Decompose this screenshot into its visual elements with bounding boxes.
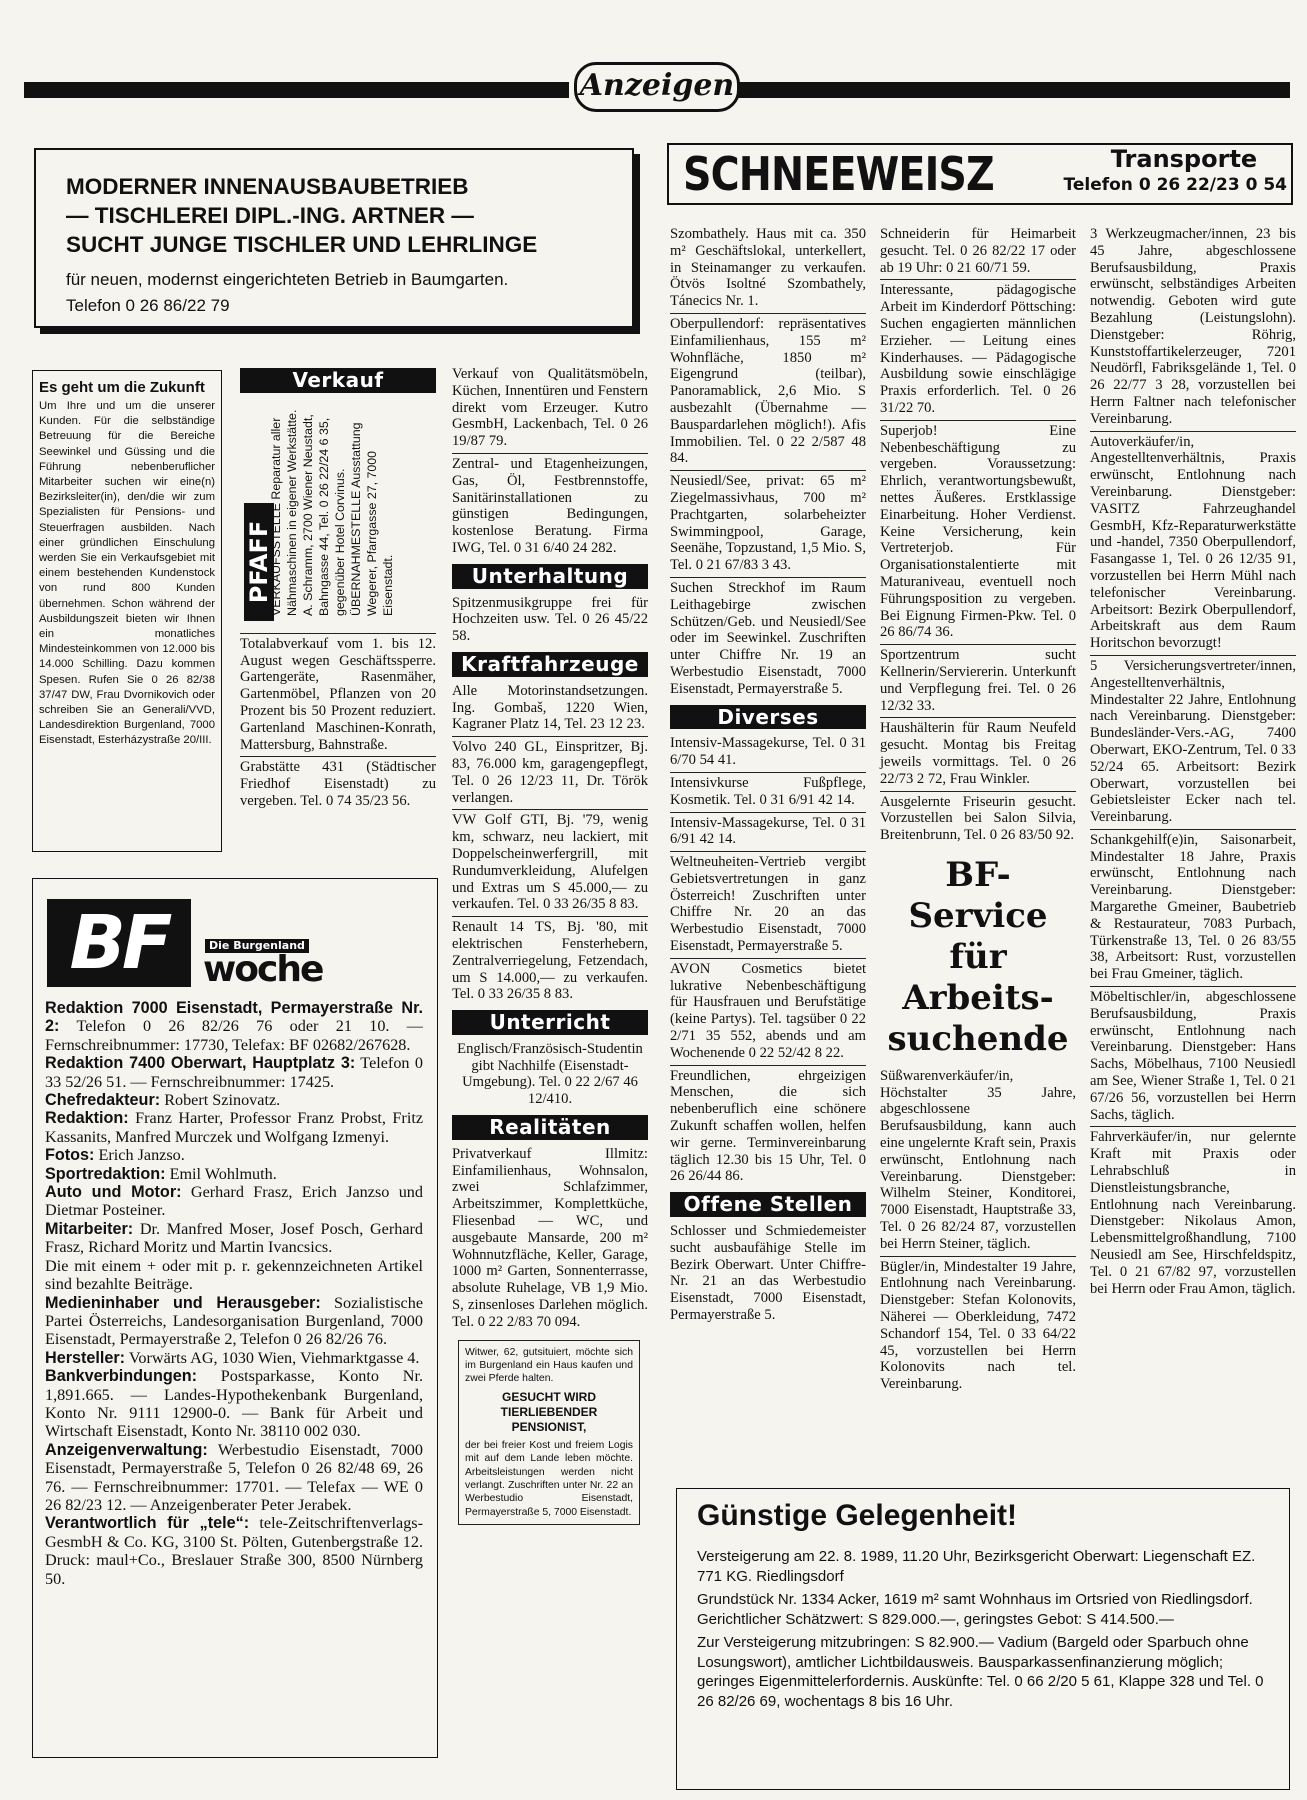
ad-weltneuheiten: Weltneuheiten-Vertrieb vergibt Gebietsvertretungen in ganz Österreich! Zuschriften unter Chiffre Nr. 20 an das Werbestudio Eisenstadt, 7000 Eisenstadt, Permayerstraße 5. (670, 852, 866, 959)
imprint-label: Verantwortlich für „tele“: (45, 1514, 250, 1533)
imprint-entry (45, 1109, 423, 1146)
column-4 (670, 224, 866, 1327)
ad-avon: AVON Cosmetics bietet lukrative Nebenbeschäftigung für Hausfrauen und Berufstätige (keine Partys). Tel. tagsüber 0 22 2/71 35 552, abends und am Wochenende 0 22 52/42 8 22. (670, 959, 866, 1066)
imprint-label: Hersteller: (45, 1348, 126, 1367)
ad-moebeltischler: Möbeltischler/in, abgeschlossene Berufsausbildung, Praxis erwünscht, Entlohnung nach Vereinbarung. Dienstgeber: Hans Sachs, Möbelhaus, 7100 Neusiedl am See, Wiener Straße 1, Tel. 0 21 67/26 56, vorzustellen bei Herrn Sachs, täglich. (1090, 987, 1296, 1127)
ad-golf: VW Golf GTI, Bj. '79, wenig km, schwarz, neu lackiert, mit Doppelscheinwerfergrill, mit Rundumverkleidung, Alufelgen und Extras um S 45.000,— zu verkaufen. Tel. 0 33 26/35 8 83. (452, 810, 648, 917)
header-title: Anzeigen (574, 62, 740, 112)
imprint-value: Emil Wohlmuth. (165, 1164, 277, 1183)
ad-massage-2: Intensiv-Massagekurse, Tel. 0 31 6/91 42 14. (670, 813, 866, 853)
zukunft-ad (32, 370, 222, 852)
gelegenheit-line-1: Versteigerung am 22. 8. 1989, 11.20 Uhr, Bezirksgericht Oberwart: Liegenschaft EZ. 771 KG. Riedlingsdorf (697, 1548, 1256, 1585)
schneeweisz-phone: Telefon 0 26 22/23 0 54 (1063, 175, 1287, 195)
gelegenheit-ad (676, 1488, 1290, 1790)
ad-autoverkaeufer: Autoverkäufer/in, Angestelltenverhältnis, Praxis erwünscht, Entlohnung nach Vereinbarung. Dienstgeber: VASITZ Fahrzeughandel GesmbH, Kfz-Reparaturwerkstätte und -handel, 7350 Oberpullendorf, Fasangasse 1, Tel. 0 26 12/35 91, vorzustellen bei Herrn Mühl nach telefonischer Vereinbarung. Arbeitsort: Bezirk Oberpullendorf, Arbeitskraft aus dem Raum Horitschon bevorzugt! (1090, 432, 1296, 656)
imprint-value: Postsparkasse, Konto Nr. 1,891.665. — Landes-Hypothekenbank Burgenland, Konto Nr. 9111 12900-0. — Bank für Arbeit und Wirtschaft Eisenstadt, Konto Nr. 38110 002 030. (45, 1367, 423, 1441)
section-kraftfahrzeuge: Kraftfahrzeuge (452, 652, 648, 677)
artner-phone: Telefon 0 26 86/22 79 (66, 296, 230, 315)
bf-service-line-4: suchende (887, 1018, 1069, 1059)
imprint-value: Die mit einem + oder mit p. r. gekennzeichneten Artikel sind bezahlte Beiträge. (45, 1256, 423, 1294)
ad-motor: Alle Motorinstandsetzungen. Ing. Gombaš, 1220 Wien, Kagraner Platz 14, Tel. 23 12 23. (452, 681, 648, 737)
ad-neusiedl: Neusiedl/See, privat: 65 m² Ziegelmassivhaus, 700 m² Prachtgarten, solarbeheizter Swimmingpool, Garage, Seenähe, Topzustand, 1,5 Mio. S, Tel. 0 21 67/83 3 43. (670, 471, 866, 578)
ad-freundlichen: Freundlichen, ehrgeizigen Menschen, die sich nebenberuflich eine schönere Zukunft schaffen wollen, helfen wir gerne. Terminvereinbarung täglich 12.30 bis 15 Uhr, Tel. 0 26 26/44 86. (670, 1067, 866, 1185)
imprint-entry (45, 1349, 423, 1367)
imprint-label: Sportredaktion: (45, 1164, 166, 1183)
ad-massage-1: Intensiv-Massagekurse, Tel. 0 31 6/70 54 41. (670, 733, 866, 773)
column-3 (452, 364, 648, 1525)
bf-service-line-3: Arbeits- (902, 977, 1054, 1018)
ad-verkauf-moebel: Verkauf von Qualitätsmöbeln, Küchen, Innentüren und Fenstern direkt vom Erzeuger. Kutro GesmbH, Lackenbach, Tel. 0 26 19/87 79. (452, 364, 648, 454)
section-unterhaltung: Unterhaltung (452, 564, 648, 589)
imprint-entry (45, 1294, 423, 1349)
imprint-value: Vorwärts AG, 1030 Wien, Viehmarktgasse 4. (125, 1348, 420, 1367)
imprint-value: Gerhard Frasz, Erich Janzso und Dietmar Posteiner. (45, 1183, 423, 1220)
section-realitaeten: Realitäten (452, 1115, 648, 1140)
imprint-label: Auto und Motor: (45, 1183, 182, 1202)
imprint-label: Bankverbindungen: (45, 1367, 197, 1386)
imprint-entry (45, 1220, 423, 1257)
column-5 (880, 224, 1076, 1396)
imprint-value: Werbestudio Eisenstadt, 7000 Eisenstadt, Permayerstraße 5, Telefon 0 26 82/48 69, 26 76. — Fernschreibnummer: 17701. — Telefax — WE 0 26 82/23 12. — Anzeigenberater Peter Jerabek. (45, 1440, 423, 1514)
imprint-value: Telefon 0 26 82/26 76 oder 21 10. — Fernschreibnummer: 17730, Telefax: BF 02682/267628. (45, 1017, 423, 1054)
imprint-entry (45, 999, 423, 1054)
bf-logo: BF (47, 899, 191, 987)
gelegenheit-line-3: Zur Versteigerung mitzubringen: S 82.900.— Vadium (Bargeld oder Sparbuch ohne Losungswort), amtlicher Lichtbildausweis. Bausparkassenfinanzierung möglich; geringes Eigenmittelerfordernis. Auskünfte: Tel. 0 66 2/20 5 61, Klappe 328 und Tel. 0 26 82/26 69, wochentags 8 bis 16 Uhr. (697, 1634, 1264, 1710)
imprint-label: Mitarbeiter: (45, 1219, 134, 1238)
bf-service-line-2: für (949, 936, 1007, 977)
ad-suchen: Suchen Streckhof im Raum Leithagebirge zwischen Schützen/Geb. und Neusiedl/See oder im Seewinkel. Zuschriften unter Chiffre Nr. 19 an Werbestudio Eisenstadt, 7000 Eisenstadt, Permayerstraße 5. (670, 579, 866, 697)
ad-oberpullendorf: Oberpullendorf: repräsentatives Einfamilienhaus, 155 m² Wohnfläche, 1850 m² Eigengrund (teilbar), Panoramablick, 2,6 Mio. S ausbezahlt (Übernahme — Bauspardarlehen möglich!). Afis Immobilien. Tel. 0 22 2/587 48 84. (670, 314, 866, 471)
ad-volvo: Volvo 240 GL, Einspritzer, Bj. 83, 76.000 km, garagengepflegt, Tel. 0 26 12/23 11, Dr. Török verlangen. (452, 737, 648, 810)
witwer-head: GESUCHT WIRD TIERLIEBENDER PENSIONIST, (500, 1389, 598, 1434)
imprint-entry (45, 1514, 423, 1588)
bf-imprint-text (45, 999, 423, 1588)
ad-kinderdorf: Interessante, pädagogische Arbeit im Kinderdorf Pöttsching: Suchen engagierten männlichen Erzieher. — Leitung eines Kinderhauses. — Pädagogische Ausbildung sowie einschlägige Praxis erforderlich. Tel. 0 26 31/22 70. (880, 280, 1076, 420)
artner-sub: für neuen, modernst eingerichteten Betrieb in Baumgarten. (66, 270, 509, 289)
bf-imprint (32, 878, 438, 1758)
imprint-entry (45, 1165, 423, 1183)
imprint-value: Telefon 0 33 52/26 51. — Fernschreibnummer: 17425. (45, 1054, 423, 1091)
ad-sportzentrum: Sportzentrum sucht Kellnerin/Serviererin. Unterkunft und Verpflegung frei. Tel. 0 26 12/32 33. (880, 645, 1076, 718)
ad-grabstaette: Grabstätte 431 (Städtischer Friedhof Eisenstadt) zu vergeben. Tel. 0 74 35/23 56. (240, 759, 436, 809)
imprint-label: Chefredakteur: (45, 1091, 161, 1110)
imprint-label: Fotos: (45, 1146, 95, 1165)
gelegenheit-line-2: Grundstück Nr. 1334 Acker, 1619 m² samt Wohnhaus im Ortsried von Riedlingsdorf. Gerichtlicher Schätzwert: S 829.000.—, geringstes Gebot: S 414.500.— (697, 1591, 1253, 1628)
artner-line-3: SUCHT JUNGE TISCHLER UND LEHRLINGE (66, 232, 538, 257)
bf-woche: woche (203, 949, 323, 990)
imprint-label: Redaktion 7000 Eisenstadt, Permayerstraße Nr. 2: (45, 999, 423, 1036)
zukunft-title: Es geht um die Zukunft (39, 379, 205, 396)
imprint-value: tele-Zeitschriftenverlags-GesmbH & Co. KG, 3100 St. Pölten, Gutenbergstraße 12. Druck: maul+Co., Breslauer Straße 300, 8500 Nürnberg 50. (45, 1514, 424, 1588)
ad-englisch: Englisch/Französisch-Studentin gibt Nachhilfe (Eisenstadt-Umgebung). Tel. 0 22 2/67 46 12/410. (457, 1040, 643, 1108)
pfaff-text: VERKAUFSSTELLE Reparatur aller Nähmaschinen in eigener Werkstätte. A. Schramm, 2700 Wiener Neustadt, Bahngasse 44, Tel. 0 26 22/24 6 35, gegenüber Hotel Corvinus. ÜBERNAHMESTELLE Ausstattung Wegerer, Pfarrgasse 27, 7000 Eisenstadt. (269, 409, 395, 616)
imprint-label: Redaktion 7400 Oberwart, Hauptplatz 3: (45, 1054, 356, 1073)
imprint-entry (45, 1054, 423, 1091)
imprint-label: Redaktion: (45, 1109, 129, 1128)
ad-heizungen: Zentral- und Etagenheizungen, Gas, Öl, Festbrennstoffe, Sanitärinstallationen zu günstigen Bedingungen, kostenlose Beratung. Firma IWG, Tel. 0 31 6/40 24 282. (452, 455, 648, 556)
column-6 (1090, 224, 1296, 1300)
imprint-value: Sozialistische Partei Österreichs, Landesorganisation Burgenland, 7000 Eisenstadt, Permayerstraße 2, Telefon 0 26 82/26 76. (45, 1293, 424, 1349)
ad-buegler: Bügler/in, Mindestalter 19 Jahre, Entlohnung nach Vereinbarung. Dienstgeber: Stefan Kolonovits, Näherei — Oberkleidung, 7472 Schandorf 154, Tel. 0 33 64/22 45, vorzustellen bei Herrn Kolonovits nach tel. Vereinbarung. (880, 1258, 1076, 1393)
imprint-label: Anzeigenverwaltung: (45, 1440, 208, 1459)
header-rule-left (24, 82, 569, 98)
ad-szombathely: Szombathely. Haus mit ca. 350 m² Geschäftslokal, unterkellert, in Steinamanger zu verkaufen. Ötvös Isoltné Szombathely, Tánecics Nr. 1. (670, 224, 866, 314)
ad-spitzenmusik: Spitzenmusikgruppe frei für Hochzeiten usw. Tel. 0 26 45/22 58. (452, 594, 648, 645)
imprint-label: Medieninhaber und Herausgeber: (45, 1293, 321, 1312)
ad-haushaelterin: Haushälterin für Raum Neufeld gesucht. Montag bis Freitag jeweils vormittags. Tel. 0 26 22/73 2 72, Frau Winkler. (880, 718, 1076, 791)
ad-renault: Renault 14 TS, Bj. '80, mit elektrischen Fensterhebern, Zentralverriegelung, Fetzendach, um S 14.000,— zu verkaufen. Tel. 0 33 26/35 8 83. (452, 919, 648, 1003)
artner-line-2: — TISCHLEREI DIPL.-ING. ARTNER — (66, 203, 474, 228)
imprint-entry (45, 1441, 423, 1515)
imprint-value: Erich Janzso. (94, 1146, 185, 1165)
schneeweisz-name: SCHNEEWEISZ (683, 147, 994, 201)
section-verkauf: Verkauf (240, 368, 436, 393)
imprint-value: Franz Harter, Professor Franz Probst, Fritz Kassanits, Manfred Murczek und Wolfgang Izmenyi. (45, 1109, 423, 1146)
section-diverses: Diverses (670, 705, 866, 730)
ad-totalabverkauf: Totalabverkauf vom 1. bis 12. August wegen Geschäftssperre. Gartengeräte, Rasenmäher, Gartenmöbel, Pflanzen von 20 Prozent bis 50 Prozent reduziert. Gartenland Maschinen-Konrath, Mattersburg, Bahnstraße. (240, 634, 436, 758)
zukunft-text: Um Ihre und um die unserer Kunden. Für die selbständige Betreuung für die Bereiche Seewinkel und Güssing und die Führung nebenberuflicher Mitarbeiter suchen wir eine(n) Bezirksleiter(in), den/die wir zum Spezialisten für Pensions- und Steuerfragen ausbilden. Nach einer gründlichen Einschulung werden Sie ein Verkaufsgebiet mit einem bestehenden Kundenstock von rund 800 Kunden übernehmen. Schon während der Ausbildungszeit bieten wir Ihnen ein monatliches Mindesteinkommen von 12.000 bis 14.000 Schilling. Dazu kommen Spesen. Rufen Sie 0 26 82/38 37/47 DW, Frau Dvornikovich oder schreiben Sie an Generali/VVD, Landesdirektion Burgenland, 7000 Eisenstadt, Esterházystraße 20/III. (39, 400, 215, 747)
ad-werkzeugmacher: 3 Werkzeugmacher/innen, 23 bis 45 Jahre, abgeschlossene Berufsausbildung, Praxis erwünscht, selbständiges Arbeiten notwendig. Geboten wird gute Bezahlung (Leistungslohn). Dienstgeber: Röhrig, Kunststoffartikelerzeuger, 7201 Neudörfl, Fabriksgelände 1, Tel. 0 26 22/77 3 28, vorzustellen bei Herrn Faltner nach telefonischer Vereinbarung. (1090, 224, 1296, 432)
schneeweisz-sub: Transporte (1110, 145, 1258, 173)
section-unterricht: Unterricht (452, 1010, 648, 1035)
ad-schneiderin: Schneiderin für Heimarbeit gesucht. Tel. 0 26 82/22 17 oder ab 19 Uhr: 0 21 60/71 59. (880, 224, 1076, 280)
imprint-entry (45, 1146, 423, 1164)
imprint-value: Robert Szinovatz. (160, 1091, 281, 1110)
imprint-entry (45, 1257, 423, 1294)
pfaff-ad (240, 397, 436, 634)
schneeweisz-ad (667, 143, 1293, 205)
bf-service-box (880, 855, 1076, 1060)
header-rule-right (738, 82, 1290, 98)
gelegenheit-title: Günstige Gelegenheit! (697, 1499, 1018, 1532)
ad-schlosser: Schlosser und Schmiedemeister sucht ausbaufähige Stelle im Bezirk Oberwart. Unter Chiffre-Nr. 21 an das Werbestudio Eisenstadt, 7000 Eisenstadt, Permayerstraße 5. (670, 1223, 866, 1324)
witwer-ad (458, 1340, 640, 1526)
imprint-entry (45, 1091, 423, 1109)
ad-fusspflege: Intensivkurse Fußpflege, Kosmetik. Tel. 0 31 6/91 42 14. (670, 773, 866, 813)
artner-ad (34, 148, 634, 328)
section-offene-stellen: Offene Stellen (670, 1192, 866, 1217)
ad-suesswaren: Süßwarenverkäufer/in, Höchstalter 35 Jahre, abgeschlossene Berufsausbildung, kann auch eine ungelernte Kraft sein, Praxis erwünscht, Entlohnung nach Vereinbarung. Dienstgeber: Wilhelm Steiner, Konditorei, 7000 Eisenstadt, Hauptstraße 33, Tel. 0 26 82/24 87, vorzustellen bei Herrn Steiner, täglich. (880, 1066, 1076, 1257)
ad-illmitz: Privatverkauf Illmitz: Einfamilienhaus, Wohnsalon, zwei Schlafzimmer, Arbeitszimmer, Komplettküche, Fliesenbad — WC, und ausgebaute Mansarde, 200 m² Wohnnutzfläche, Keller, Garage, 1000 m² Garten, Sonnenterrasse, absolute Ruhelage, VB 1,9 Mio. S, zinsenloses Darlehen möglich. Tel. 0 22 2/83 70 094. (452, 1145, 648, 1330)
imprint-entry (45, 1367, 423, 1441)
column-verkauf (240, 364, 436, 813)
ad-superjob: Superjob! Eine Nebenbeschäftigung zu vergeben. Voraussetzung: Ehrlich, verantwortungsbewußt, nettes Äußeres. Erstklassige Einarbeitung. Hoher Verdienst. Keine Versicherung, kein Vertreterjob. Für Organisationstalentierte mit Maturaniveau, eventuell noch Führungsposition zu vergeben. Bei Eignung Firmen-Pkw. Tel. 0 26 86/74 36. (880, 421, 1076, 645)
witwer-text-1: Witwer, 62, gutsituiert, möchte sich im Burgenland ein Haus kaufen und zwei Pferde halten. (465, 1346, 633, 1385)
imprint-entry (45, 1183, 423, 1220)
artner-line-1: MODERNER INNENAUSBAUBETRIEB (66, 174, 469, 199)
pfaff-logo: PFAFF (244, 503, 274, 621)
bf-die-burgenland: Die Burgenland (205, 939, 309, 953)
ad-fahrverkaeufer: Fahrverkäufer/in, nur gelernte Kraft mit Praxis oder Lehrabschluß in Dienstleistungsbranche, Entlohnung nach Vereinbarung. Dienstgeber: Nikolaus Amon, Lebensmittelgroßhandlung, 7100 Neusiedl am See, Hirschfeldspitz, Tel. 0 21 67/82 97, vorzustellen bei Herrn oder Frau Amon, täglich. (1090, 1129, 1296, 1297)
ad-schank: Schankgehilf(e)in, Saisonarbeit, Mindestalter 18 Jahre, Praxis erwünscht, Entlohnung nach Vereinbarung. Dienstgeber: Margarethe Gmeiner, Baubetrieb & Restaurateur, 7083 Purbach, Türkenstraße 13, Tel. 0 26 83/55 38, Arbeitsort: Rust, vorzustellen bei Frau Gmeiner, täglich. (1090, 830, 1296, 987)
ad-friseurin: Ausgelernte Friseurin gesucht. Vorzustellen bei Salon Silvia, Breitenbrunn, Tel. 0 26 83/50 92. (880, 793, 1076, 844)
bf-service-line-1: BF-Service (908, 854, 1048, 936)
ad-versicherung: 5 Versicherungsvertreter/innen, Angestelltenverhältnis, Mindestalter 22 Jahre, Entlohnung nach Vereinbarung. Dienstgeber: Bundesländer-Vers.-AG, 7400 Oberwart, EKO-Zentrum, Tel. 0 33 52/24 65. Arbeitsort: Bezirk Oberwart, vorzustellen bei Gebietsleister Ecker nach tel. Vereinbarung. (1090, 656, 1296, 830)
imprint-value: Dr. Manfred Moser, Josef Posch, Gerhard Frasz, Richard Moritz und Martin Ivancsics. (45, 1219, 423, 1257)
witwer-text-2: der bei freier Kost und freiem Logis mit auf dem Lande leben möchte. Arbeitsleistungen werden nicht verlangt. Zuschriften unter Nr. 22 an Werbestudio Eisenstadt, Permayerstraße 5, 7000 Eisenstadt. (465, 1439, 633, 1518)
